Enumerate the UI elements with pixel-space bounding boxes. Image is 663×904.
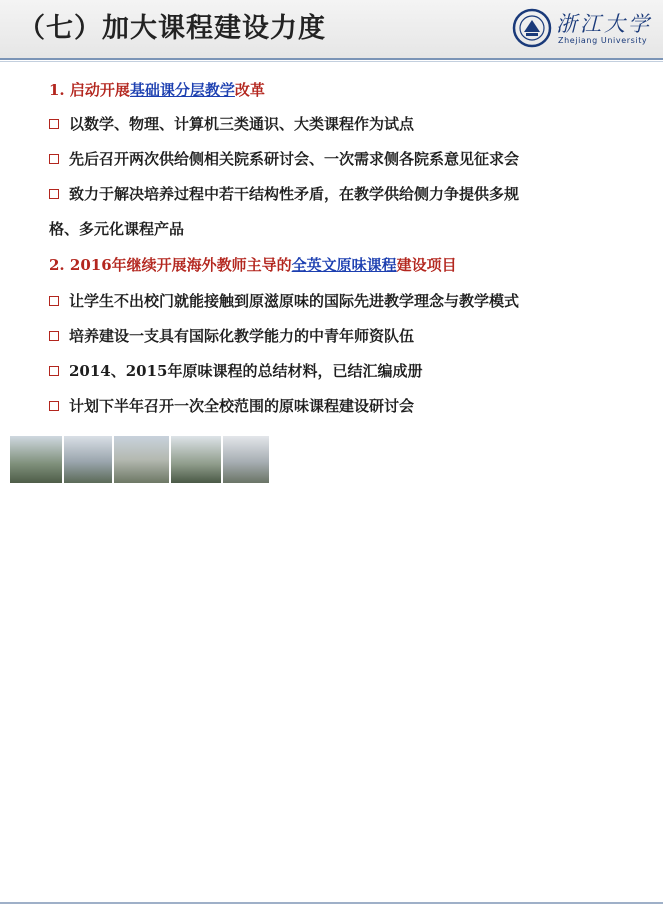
- square-bullet-icon: [49, 296, 59, 306]
- square-bullet-icon: [49, 154, 59, 164]
- campus-photo: [10, 436, 62, 483]
- list-item: [49, 396, 414, 416]
- university-logo: [512, 6, 652, 52]
- list-item-text: 以数学、物理、计算机三类通识、大类课程作为试点: [69, 115, 415, 133]
- list-item-text: 致力于解决培养过程中若干结构性矛盾，在教学供给侧力争提供多规: [69, 185, 520, 203]
- list-item: [49, 361, 423, 381]
- campus-photo-strip: [10, 436, 269, 483]
- list-item-text: 格、多元化课程产品: [49, 220, 185, 238]
- list-item-text: 2014、2015年原味课程的总结材料，已结汇编成册: [69, 362, 423, 380]
- section2-suffix: 建设项目: [396, 256, 457, 274]
- seal-icon: [512, 8, 552, 48]
- list-item: [49, 114, 414, 134]
- list-item-text: 先后召开两次供给侧相关院系研讨会、一次需求侧各院系意见征求会: [69, 150, 520, 168]
- list-item-text: 计划下半年召开一次全校范围的原味课程建设研讨会: [69, 397, 415, 415]
- square-bullet-icon: [49, 401, 59, 411]
- campus-photo: [64, 436, 112, 483]
- square-bullet-icon: [49, 366, 59, 376]
- list-item: [49, 149, 519, 169]
- list-item-continuation: [49, 219, 184, 239]
- square-bullet-icon: [49, 119, 59, 129]
- list-item: [49, 291, 519, 311]
- logo-name: 浙江大学: [556, 12, 652, 36]
- campus-photo: [114, 436, 169, 483]
- campus-photo: [171, 436, 221, 483]
- section1-prefix: 1. 启动开展: [49, 81, 130, 99]
- list-item: [49, 326, 414, 346]
- section1-heading: [49, 80, 265, 100]
- list-item-text: 让学生不出校门就能接触到原滋原味的国际先进教学理念与教学模式: [69, 292, 520, 310]
- list-item-text: 培养建设一支具有国际化教学能力的中青年师资队伍: [69, 327, 415, 345]
- slide-title: （七）加大课程建设力度: [18, 13, 326, 44]
- section2-prefix: 2. 2016年继续开展海外教师主导的: [49, 256, 292, 274]
- square-bullet-icon: [49, 189, 59, 199]
- header-divider-thin: [0, 61, 663, 62]
- section1-suffix: 改革: [234, 81, 265, 99]
- slide-header: [0, 0, 663, 58]
- campus-photo: [223, 436, 269, 483]
- footer-banner: [0, 436, 663, 483]
- section1-highlight: 基础课分层教学: [129, 81, 235, 99]
- section2-highlight: 全英文原味课程: [291, 256, 397, 274]
- header-divider: [0, 58, 663, 60]
- section2-heading: [49, 255, 457, 275]
- list-item: [49, 184, 519, 204]
- square-bullet-icon: [49, 331, 59, 341]
- logo-subtitle: Zhejiang University: [558, 36, 648, 45]
